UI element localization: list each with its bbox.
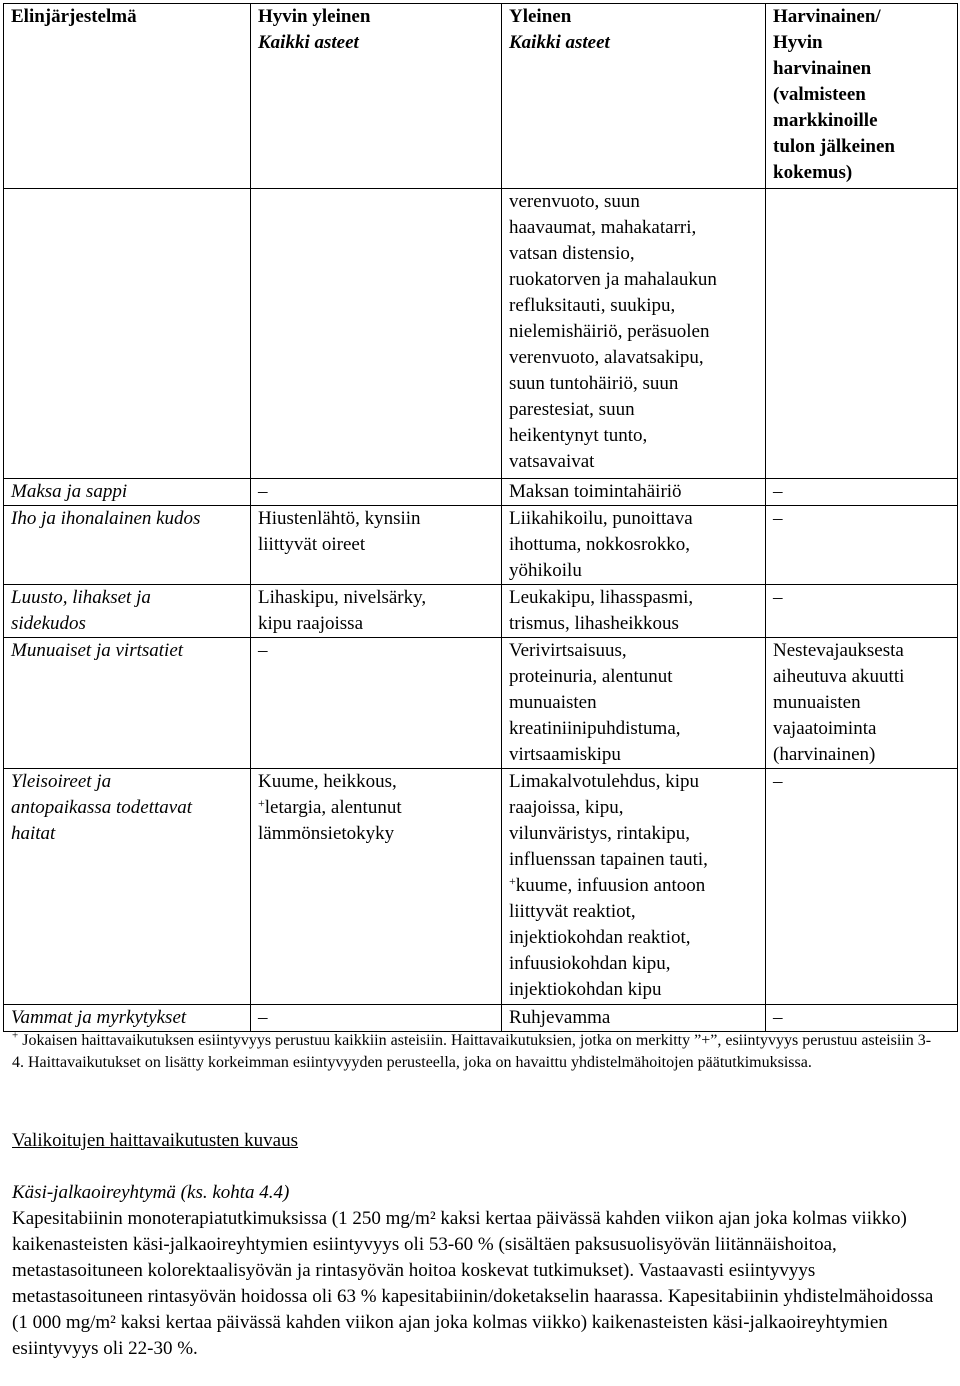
common-cell: Maksan toimintahäiriö: [502, 479, 766, 506]
rare-cell: [766, 189, 958, 479]
footnote-marker: +: [12, 1029, 19, 1042]
header-very-common-label: Hyvin yleinen: [258, 6, 371, 27]
rare-cell: –: [766, 769, 958, 1005]
header-common-label: Yleinen: [509, 6, 572, 27]
header-common-grade: Kaikki asteet: [509, 32, 610, 53]
subsection-title: Käsi-jalkaoireyhtymä (ks. kohta 4.4): [12, 1182, 290, 1203]
rare-cell: –: [766, 479, 958, 506]
header-rare: Harvinainen/ Hyvin harvinainen (valmisteen markkinoille tulon jälkeinen kokemus): [766, 4, 958, 189]
very-common-cell: –: [251, 479, 502, 506]
table-footnote: [12, 1030, 942, 1074]
rare-cell: –: [766, 506, 958, 585]
rare-cell: –: [766, 585, 958, 638]
organ-cell: Vammat ja myrkytykset: [4, 1005, 251, 1032]
header-organ-system: Elinjärjestelmä: [4, 4, 251, 189]
organ-cell: Maksa ja sappi: [4, 479, 251, 506]
common-cell: Ruhjevamma: [502, 1005, 766, 1032]
very-common-cell: –: [251, 1005, 502, 1032]
very-common-cell: –: [251, 638, 502, 769]
organ-cell: Iho ja ihonalainen kudos: [4, 506, 251, 585]
rare-cell: Nestevajauksesta aiheutuva akuutti munuaisten vajaatoiminta (harvinainen): [766, 638, 958, 769]
very-common-text-b: letargia, alentunut lämmönsietokyky: [258, 797, 402, 844]
header-very-common: [251, 4, 502, 189]
adverse-effects-table: [3, 3, 958, 1032]
table-row: [4, 638, 958, 769]
section-title: Valikoitujen haittavaikutusten kuvaus: [12, 1130, 299, 1151]
footnote-text: Jokaisen haittavaikutuksen esiintyvyys perustuu kaikkiin asteisiin. Haittavaikutuksien, jotka on merkitty ”+”, esiintyvyys perustuu asteisiin 3-4. Haittavaikutukset on lisätty korkeimman esiintyvyyden perusteella, joka on havaittu yhdistelmähoitojen päätutkimuksissa.: [12, 1032, 932, 1071]
table-row: [4, 585, 958, 638]
table-row: [4, 479, 958, 506]
organ-cell: Luusto, lihakset ja sidekudos: [4, 585, 251, 638]
table-row: [4, 769, 958, 1005]
very-common-cell: [251, 769, 502, 1005]
organ-cell: Yleisoireet ja antopaikassa todettavat haitat: [4, 769, 251, 1005]
table-row: [4, 506, 958, 585]
common-cell: verenvuoto, suun haavaumat, mahakatarri, vatsan distensio, ruokatorven ja mahalaukun refluksitauti, suukipu, nielemishäiriö, peräsuolen verenvuoto, alavatsakipu, suun tuntohäiriö, suun parestesiat, suun heikentynyt tunto, vatsavaivat: [502, 189, 766, 479]
common-text-a: Limakalvotulehdus, kipu raajoissa, kipu, vilunväristys, rintakipu, influenssan tapainen tauti,: [509, 771, 708, 870]
very-common-cell: [251, 189, 502, 479]
organ-cell: [4, 189, 251, 479]
very-common-cell: Hiustenlähtö, kynsiin liittyvät oireet: [251, 506, 502, 585]
common-cell: [502, 769, 766, 1005]
very-common-cell: Lihaskipu, nivelsärky, kipu raajoissa: [251, 585, 502, 638]
common-text-b: kuume, infuusion antoon liittyvät reaktiot, injektiokohdan reaktiot, infuusiokohdan kipu, injektiokohdan kipu: [509, 875, 706, 1000]
header-common: [502, 4, 766, 189]
plus-marker: +: [509, 874, 516, 888]
plus-marker: +: [258, 796, 265, 810]
header-very-common-grade: Kaikki asteet: [258, 32, 359, 53]
table-header-row: [4, 4, 958, 189]
table-row: [4, 189, 958, 479]
organ-cell: Munuaiset ja virtsatiet: [4, 638, 251, 769]
table-row: [4, 1005, 958, 1032]
very-common-text-a: Kuume, heikkous,: [258, 771, 397, 792]
common-cell: Liikahikoilu, punoittava ihottuma, nokkosrokko, yöhikoilu: [502, 506, 766, 585]
body-paragraph: Kapesitabiinin monoterapiatutkimuksissa (1 250 mg/m² kaksi kertaa päivässä kahden viikon ajan joka kolmas viikko) kaikenasteisten käsi-jalkaoireyhtymien esiintyvyys oli 53-60 % (sisältäen paksusuolisyövän liitännäishoitoa, metastasoituneen kolorektaalisyövän ja rintasyövän hoitoa koskevat tutkimukset). Vastaavasti esiintyvyys metastasoituneen rintasyövän hoidossa oli 63 % kapesitabiinin/doketakselin haarassa. Kapesitabiinin yhdistelmähoidossa (1 000 mg/m² kaksi kertaa päivässä kahden viikon ajan joka kolmas viikko) kaikenasteisten käsi-jalkaoireyhtymien esiintyvyys oli 22-30 %.: [12, 1208, 934, 1359]
common-cell: Verivirtsaisuus, proteinuria, alentunut munuaisten kreatiniinipuhdistuma, virtsaamiskipu: [502, 638, 766, 769]
rare-cell: –: [766, 1005, 958, 1032]
common-cell: Leukakipu, lihasspasmi, trismus, lihasheikkous: [502, 585, 766, 638]
